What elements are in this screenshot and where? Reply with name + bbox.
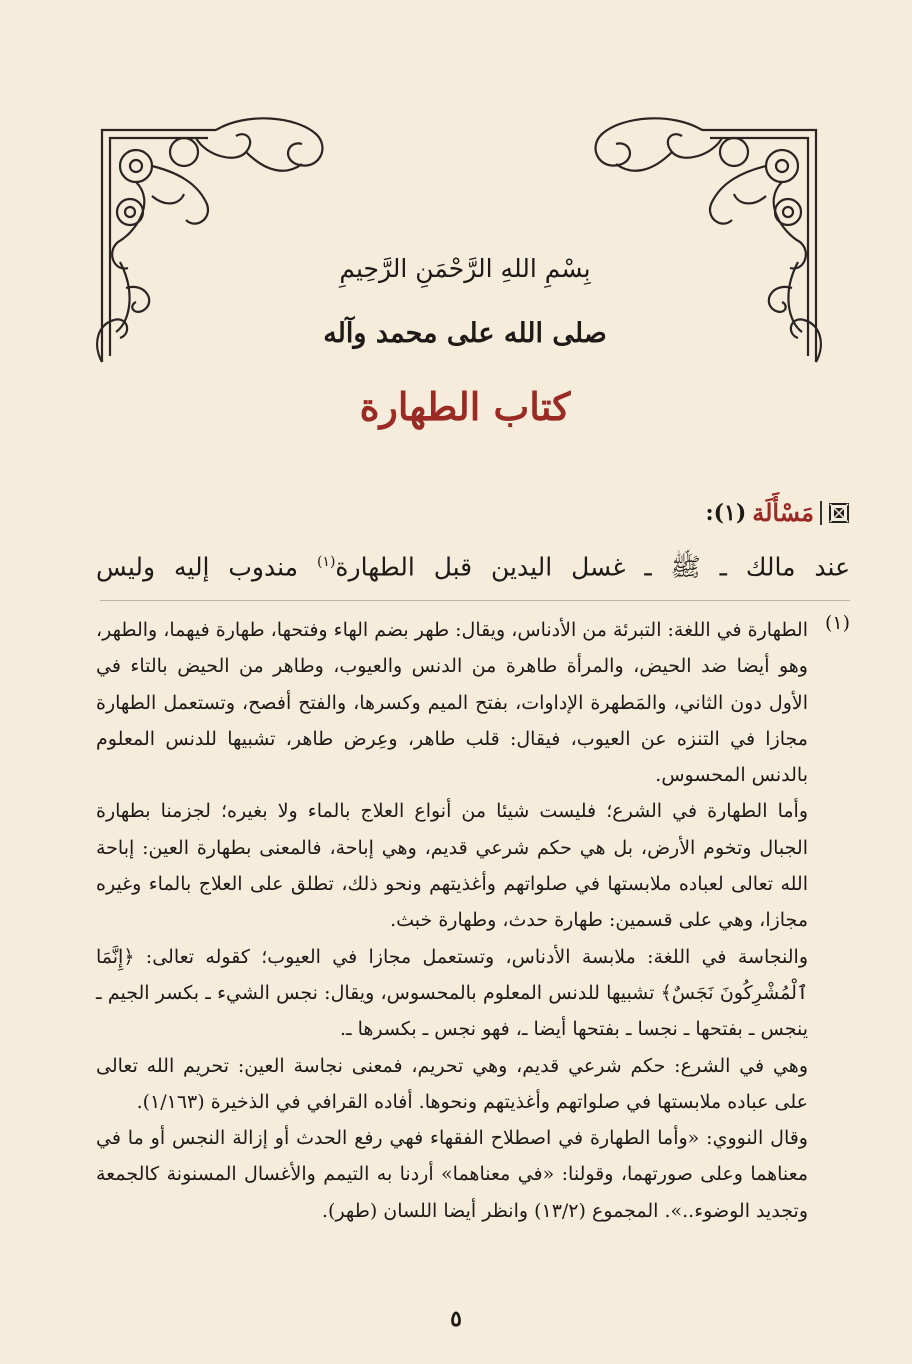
issue-heading [705, 498, 850, 527]
basmala: بِسْمِ اللهِ الرَّحْمَنِ الرَّحِيمِ [339, 254, 591, 283]
main-text-end: مندوب إليه وليس [96, 552, 317, 582]
footnote-paragraph: وقال النووي: «وأما الطهارة في اصطلاح الفقهاء فهي رفع الحدث أو إزالة النجس أو ما في معناهما وعلى صورتهما، وقولنا: «في معناهما» أردنا به التيمم والأغسال المسنونة كالجمعة وتجديد الوضوء..». المجموع (١٣/٢) وانظر أيضا اللسان (طهر). [96, 1127, 808, 1222]
issue-square-ornament-icon [828, 502, 850, 524]
footnote-paragraph: وأما الطهارة في الشرع؛ فليست شيئا من أنواع العلاج بالماء ولا بغيره؛ لجزمنا بطهارة الجبال وتخوم الأرض، بل هي حكم شرعي قديم، وهي إباحة، فالمعنى بطهارة العين: إباحة الله تعالى لعباده ملابستها في صلواتهم وأغذيتهم ونحو ذلك، تطلق على العلاج بالماء وغيره مجازا، وهي على قسمين: طهارة حدث، وطهارة خبث. [96, 800, 808, 932]
salawat-line: صلى الله على محمد وآله [323, 318, 607, 349]
footnote-marker: (١) [824, 612, 850, 634]
footnote-reference: (١) [316, 554, 336, 570]
issue-separator [820, 501, 822, 525]
footnote-paragraph: الطهارة في اللغة: التبرئة من الأدناس، ويقال: طهر بضم الهاء وفتحها، طهارة فيهما، والطهر، وهو أيضا ضد الحيض، والمرأة طاهرة من الدنس والعيوب، وطاهر من الحيض بالتاء في الأول دون الثاني، والمَطهرة الإداوات، بفتح الميم وكسرها، والفتح أفصح، وتستعمل الطهارة مجازا في التنزه عن العيوب، فيقال: قلب طاهر، وعِرض طاهر، تشبيها للدنس المعلوم بالدنس المحسوس. [96, 619, 808, 787]
main-text-start: عند مالك ـ ﷺ ـ غسل اليدين قبل الطهارة [335, 552, 850, 582]
footnote-paragraph: والنجاسة في اللغة: ملابسة الأدناس، وتستعمل مجازا في العيوب؛ كقوله تعالى: ﴿إِنَّمَا ٱلْمُشْرِكُونَ نَجَسٌ﴾ تشبيها للدنس المعلوم بالمحسوس، ويقال: نجس الشيء ـ بكسر الجيم ـ ينجس ـ بفتحها ـ نجسا ـ بفتحها أيضا ـ، فهو نجس ـ بكسرها ـ. [96, 945, 808, 1041]
main-text [96, 540, 850, 589]
issue-label: مَسْأَلَة [752, 498, 814, 527]
page-number: ٥ [450, 1306, 462, 1332]
issue-number: (١): [705, 499, 747, 526]
footnote-divider [100, 600, 850, 601]
footnote-body [96, 612, 808, 1229]
footnote-paragraph: وهي في الشرع: حكم شرعي قديم، وهي تحريم، فمعنى نجاسة العين: تحريم الله تعالى على عباده ملابستها في صلواتهم وأغذيتهم ونحوها. أفاده القرافي في الذخيرة (١/١٦٣). [96, 1054, 808, 1113]
book-title: كتاب الطهارة [359, 384, 571, 429]
